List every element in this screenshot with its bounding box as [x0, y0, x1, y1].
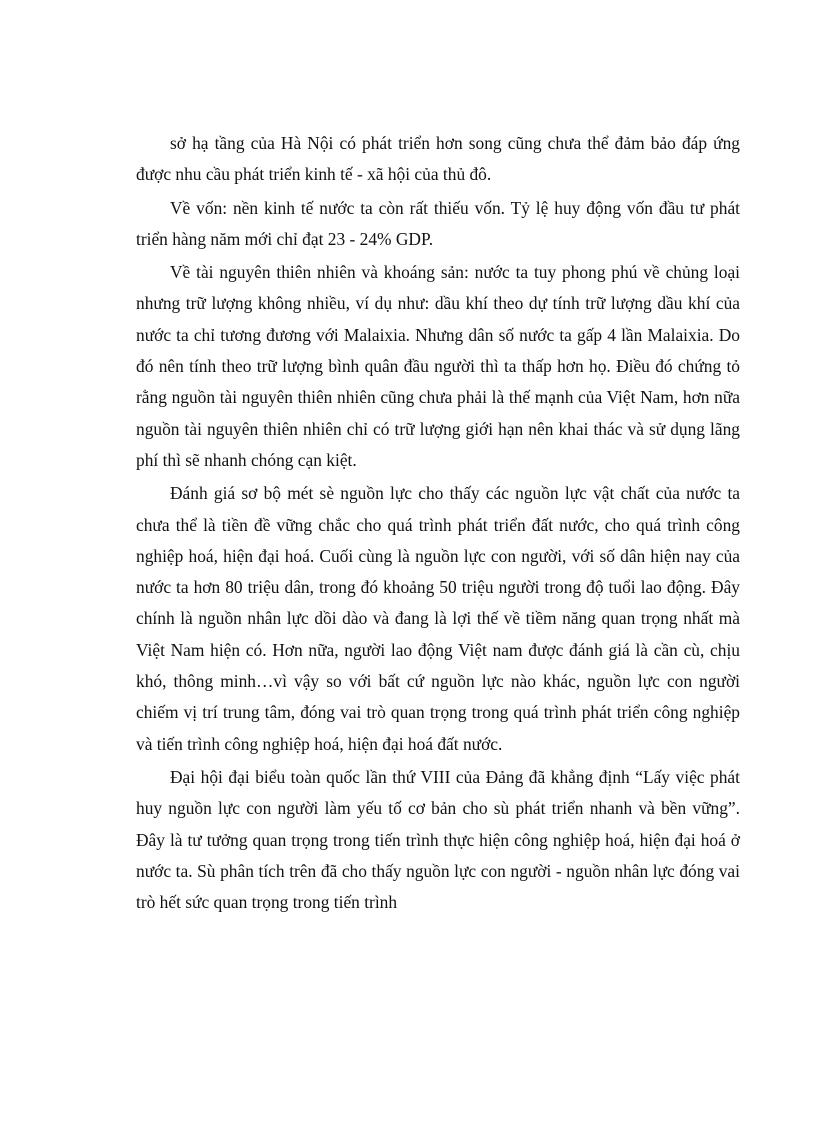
paragraph-resource-assessment: Đánh giá sơ bộ mét sè nguồn lực cho thấy các nguồn lực vật chất của nước ta chưa thể là tiền đề vững chắc cho quá trình phát triển đất nước, cho quá trình công nghiệp hoá, hiện đại hoá. Cuối cùng là nguồn lực con người, với số dân hiện nay của nước ta hơn 80 triệu dân, trong đó khoảng 50 triệu người trong độ tuổi lao động. Đây chính là nguồn nhân lực dồi dào và đang là lợi thế về tiềm năng quan trọng nhất mà Việt Nam hiện có. Hơn nữa, người lao động Việt nam được đánh giá là cần cù, chịu khó, thông minh…vì vậy so với bất cứ nguồn lực nào khác, nguồn lực con người chiếm vị trí trung tâm, đóng vai trò quan trọng trong quá trình phát triển công nghiệp và tiến trình công nghiệp hoá, hiện đại hoá đất nước. — [136, 483, 740, 754]
paragraph-natural-resources: Về tài nguyên thiên nhiên và khoáng sản: nước ta tuy phong phú về chủng loại nhưng trữ lượng không nhiều, ví dụ như: dầu khí theo dự tính trữ lượng dầu khí của nước ta chỉ tương đương với Malaixia. Nhưng dân số nước ta gấp 4 lần Malaixia. Do đó nên tính theo trữ lượng bình quân đầu người thì ta thấp hơn họ. Điều đó chứng tỏ rằng nguồn tài nguyên thiên nhiên cũng chưa phải là thế mạnh của Việt Nam, hơn nữa nguồn tài nguyên thiên nhiên chỉ có trữ lượng giới hạn nên khai thác và sử dụng lãng phí thì sẽ nhanh chóng cạn kiệt. — [136, 262, 740, 470]
paragraph-party-congress: Đại hội đại biểu toàn quốc lần thứ VIII của Đảng đã khẳng định “Lấy việc phát huy nguồn lực con người làm yếu tố cơ bản cho sù phát triển nhanh và bền vững”. Đây là tư tưởng quan trọng trong tiến trình thực hiện công nghiệp hoá, hiện đại hoá ở nước ta. Sù phân tích trên đã cho thấy nguồn lực con người - nguồn nhân lực đóng vai trò hết sức quan trọng trong tiến trình — [136, 766, 740, 913]
paragraph-capital: Về vốn: nền kinh tế nước ta còn rất thiếu vốn. Tỷ lệ huy động vốn đầu tư phát triển hàng năm mới chỉ đạt 23 - 24% GDP. — [136, 197, 740, 249]
paragraph-infrastructure-continuation: sở hạ tầng của Hà Nội có phát triển hơn song cũng chưa thể đảm bảo đáp ứng được nhu cầu phát triển kinh tế - xã hội của thủ đô. — [136, 133, 740, 185]
document-body — [136, 128, 740, 920]
